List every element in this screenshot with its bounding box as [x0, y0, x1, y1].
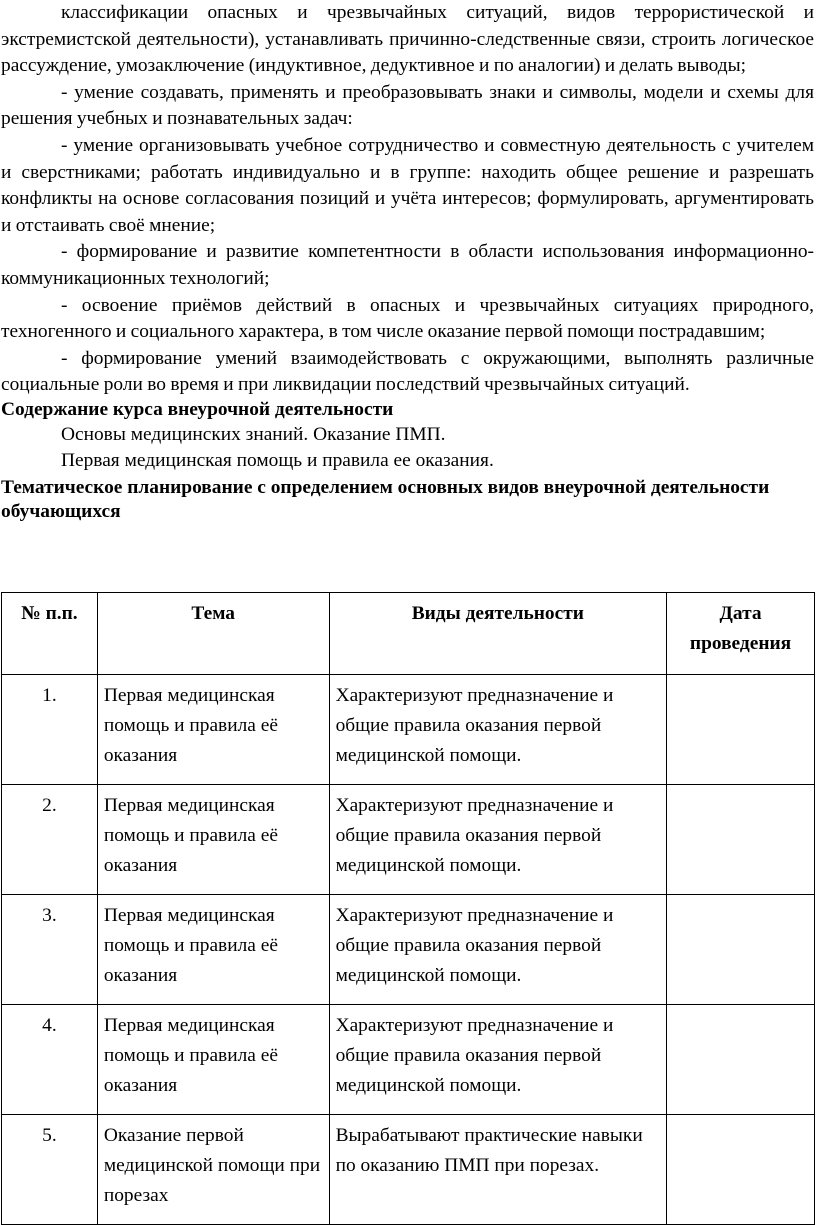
row-activities: Характеризуют предназначение и общие правила оказания первой медицинской помощи.: [329, 1005, 667, 1115]
row-date[interactable]: [667, 1005, 815, 1115]
row-activities: Характеризуют предназначение и общие правила оказания первой медицинской помощи.: [329, 895, 667, 1005]
paragraph-signs-symbols: - умение создавать, применять и преобразовывать знаки и символы, модели и схемы для решения учебных и познавательных задач:: [1, 81, 814, 130]
table-row: [2, 1115, 815, 1225]
row-activities: Характеризуют предназначение и общие правила оказания первой медицинской помощи.: [329, 675, 667, 785]
paragraph-continuation: классификации опасных и чрезвычайных ситуаций, видов террористической и экстремистской деятельности), устанавливать причинно-следственные связи, строить логическое рассуждение, умозаключение (индуктивное, дедуктивное и по аналогии) и делать выводы;: [1, 2, 814, 77]
row-number: 5.: [2, 1115, 98, 1225]
document-page: [0, 0, 816, 524]
row-topic: Первая медицинская помощь и правила её оказания: [97, 785, 329, 895]
content-item: Первая медицинская помощь и правила ее оказания.: [61, 449, 494, 471]
content-item: Основы медицинских знаний. Оказание ПМП.: [61, 423, 446, 445]
table-row: [2, 895, 815, 1005]
paragraph-cooperation: - умение организовывать учебное сотрудничество и совместную деятельность с учителем и сверстниками; работать индивидуально и в группе: находить общее решение и разрешать конфликты на основе согласования позиций и учёта интересов; формулировать, аргументировать и отстаивать своё мнение;: [1, 134, 814, 236]
table-header-row: [2, 593, 815, 675]
planning-table: [1, 592, 815, 1225]
row-number: 2.: [2, 785, 98, 895]
paragraph-social-roles: - формирование умений взаимодействовать с окружающими, выполнять различные социальные роли во время и при ликвидации последствий чрезвычайных ситуаций.: [1, 347, 814, 396]
row-date[interactable]: [667, 785, 815, 895]
row-date[interactable]: [667, 895, 815, 1005]
row-topic: Первая медицинская помощь и правила её оказания: [97, 675, 329, 785]
row-date[interactable]: [667, 1115, 815, 1225]
planning-heading: Тематическое планирование с определением основных видов внеурочной деятельности обучающихся: [1, 476, 770, 522]
table-row: [2, 785, 815, 895]
row-activities: Характеризуют предназначение и общие правила оказания первой медицинской помощи.: [329, 785, 667, 895]
row-date[interactable]: [667, 675, 815, 785]
header-activities: Виды деятельности: [329, 593, 667, 675]
row-topic: Оказание первой медицинской помощи при порезах: [97, 1115, 329, 1225]
row-activities: Вырабатывают практические навыки по оказанию ПМП при порезах.: [329, 1115, 667, 1225]
header-number: № п.п.: [2, 593, 98, 675]
paragraph-ict-competence: - формирование и развитие компетентности в области использования информационно-коммуникационных технологий;: [1, 241, 814, 289]
table-row: [2, 675, 815, 785]
header-date: Дата проведения: [667, 593, 815, 675]
header-topic: Тема: [97, 593, 329, 675]
content-heading: Содержание курса внеурочной деятельности: [1, 398, 394, 420]
row-topic: Первая медицинская помощь и правила её оказания: [97, 895, 329, 1005]
row-topic: Первая медицинская помощь и правила её оказания: [97, 1005, 329, 1115]
row-number: 1.: [2, 675, 98, 785]
row-number: 4.: [2, 1005, 98, 1115]
paragraph-emergency-actions: - освоение приёмов действий в опасных и чрезвычайных ситуациях природного, техногенного и социального характера, в том числе оказание первой помощи пострадавшим;: [1, 294, 814, 343]
table-row: [2, 1005, 815, 1115]
row-number: 3.: [2, 895, 98, 1005]
